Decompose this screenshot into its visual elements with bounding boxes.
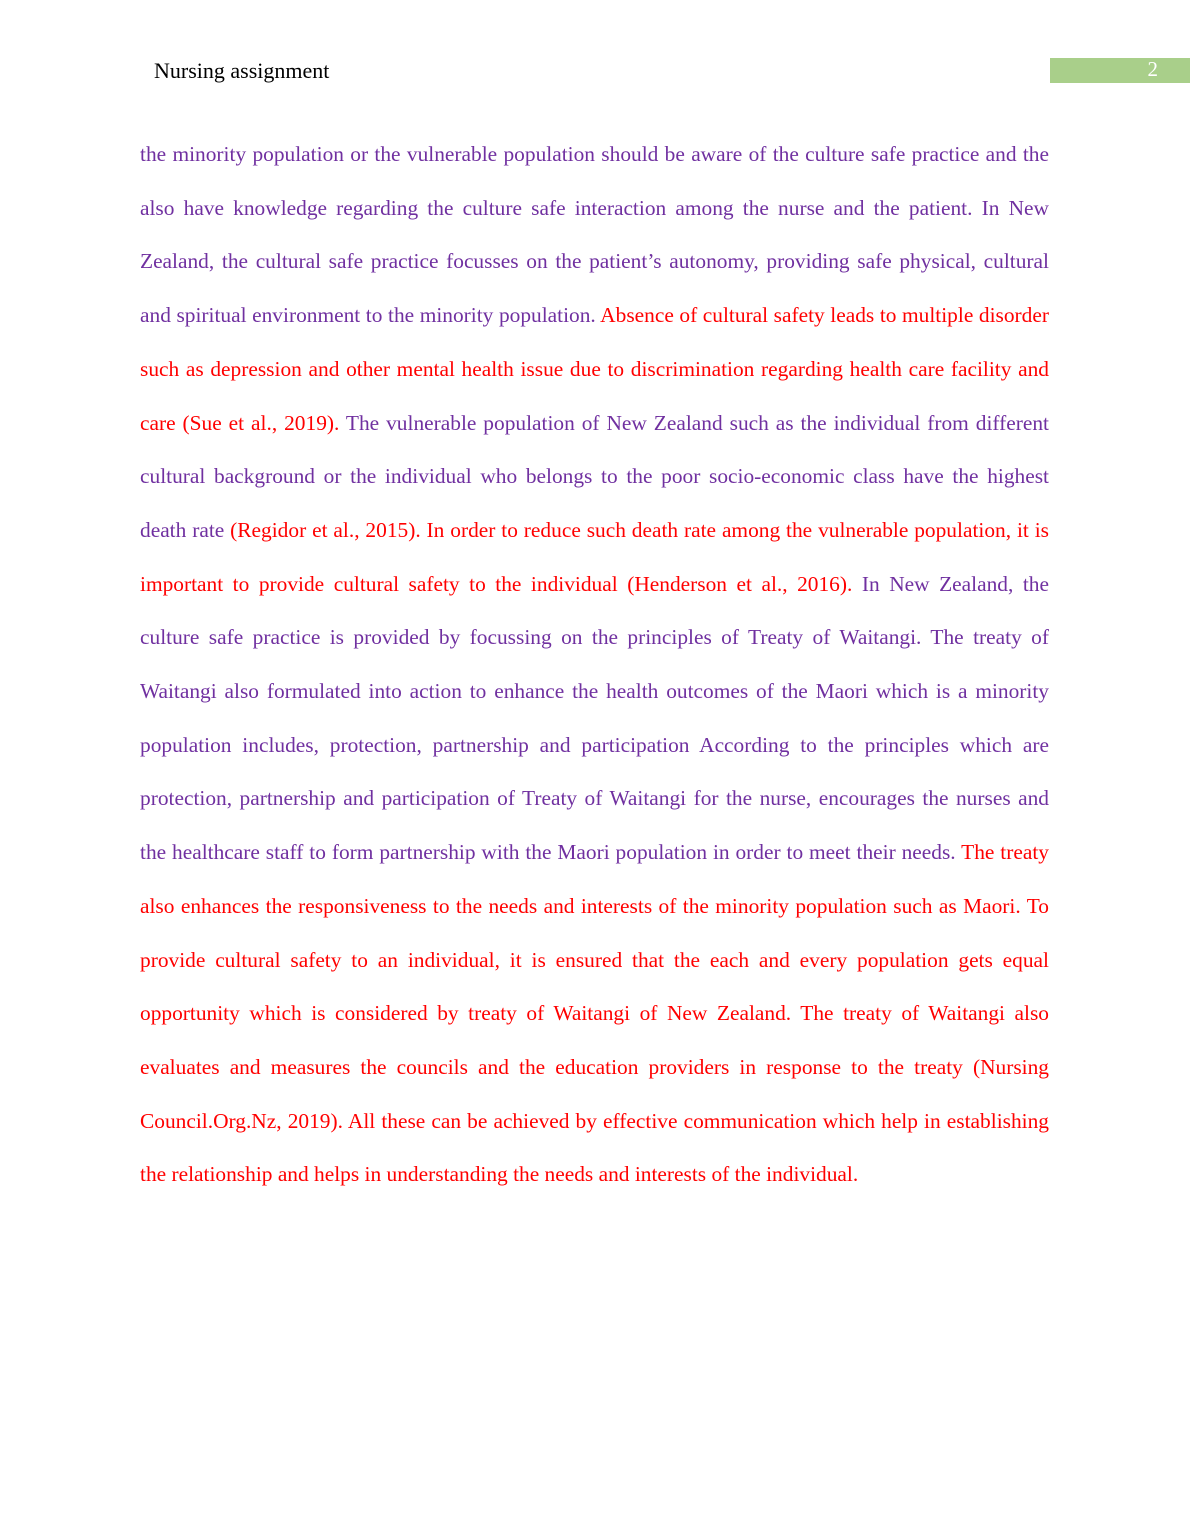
body-paragraph bbox=[140, 128, 1049, 1202]
page-number: 2 bbox=[1147, 57, 1158, 81]
header-title: Nursing assignment bbox=[154, 58, 330, 83]
page-number-badge bbox=[1050, 58, 1190, 83]
text-segment-red: (Regidor et al., 2015). In order to reduce such death rate among the vulnerable population, it is important to provide cultural safety to the individual (Henderson et al., 2016). bbox=[140, 517, 1049, 596]
text-segment-red: Absence of cultural safety leads to multiple disorder such as depression and other mental health issue due to discrimination regarding health care facility and care (Sue et al., 2019). bbox=[140, 303, 1049, 435]
text-segment-purple: The vulnerable population of New Zealand such as the individual from different cultural background or the individual who belongs to the poor socio-economic class have the highest death rate bbox=[140, 410, 1050, 542]
text-segment-red: The treaty also enhances the responsiveness to the needs and interests of the minority population such as Maori. To provide cultural safety to an individual, it is ensured that the each and every population gets equal opportunity which is considered by treaty of Waitangi of New Zealand. The treaty of Waitangi also evaluates and measures the councils and the education providers in response to the treaty (Nursing Council.Org.Nz, 2019). All these can be achieved by effective communication which help in establishing the relationship and helps in understanding the needs and interests of the individual. bbox=[140, 840, 1049, 1187]
text-segment-purple: the minority population or the vulnerable population should be aware of the culture safe practice and the also have knowledge regarding the culture safe interaction among the nurse and the patient. In New Zealand, the cultural safe practice focusses on the patient’s autonomy, providing safe physical, cultural and spiritual environment to the minority population. bbox=[140, 142, 1049, 328]
text-segment-purple: In New Zealand, the culture safe practice is provided by focussing on the principles of Treaty of Waitangi. The treaty of Waitangi also formulated into action to enhance the health outcomes of the Maori which is a minority population includes, protection, partnership and participation According to the principles which are protection, partnership and participation of Treaty of Waitangi for the nurse, encourages the nurses and the healthcare staff to form partnership with the Maori population in order to meet their needs. bbox=[140, 571, 1049, 865]
